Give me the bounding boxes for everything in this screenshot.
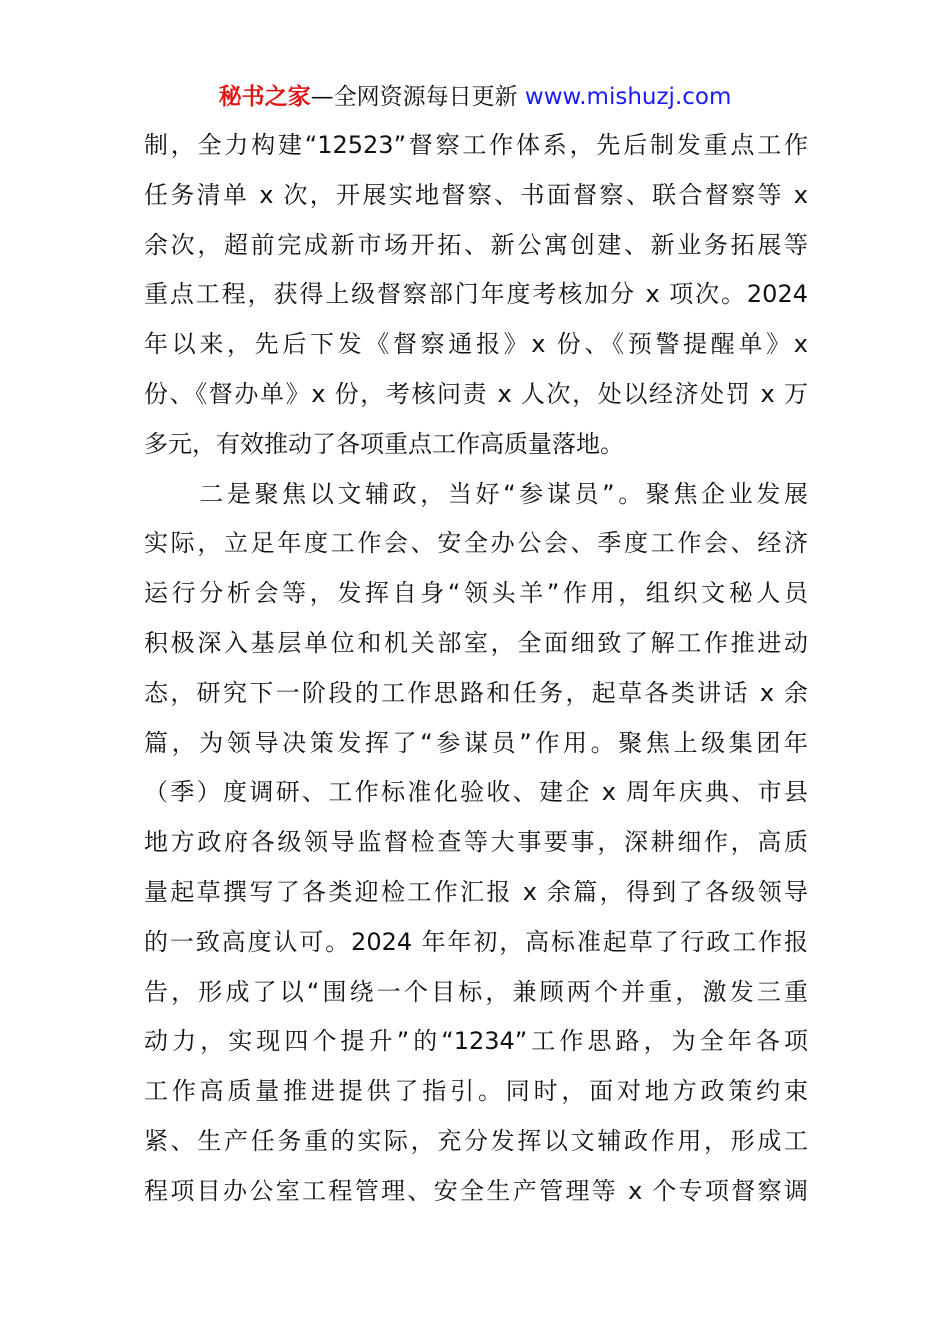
text-line: 任务清单 x 次，开展实地督察、书面督察、联合督察等 x	[144, 180, 808, 209]
text-line: 程项目办公室工程管理、安全生产管理等 x 个专项督察调	[144, 1176, 808, 1205]
text-line: 实际，立足年度工作会、安全办公会、季度工作会、经济	[144, 529, 808, 558]
header-brand: 秘书之家	[218, 84, 311, 110]
text-line: 积极深入基层单位和机关部室，全面细致了解工作推进动	[144, 628, 808, 657]
text-line: 工作高质量推进提供了指引。同时，面对地方政策约束	[144, 1077, 808, 1106]
page-header	[0, 80, 950, 114]
text-line: 地方政府各级领导监督检查等大事要事，深耕细作，高质	[144, 828, 808, 857]
text-line: 重点工程，获得上级督察部门年度考核加分 x 项次。2024	[144, 280, 808, 309]
text-line: 多元，有效推动了各项重点工作高质量落地。	[144, 429, 624, 458]
text-line: 紧、生产任务重的实际，充分发挥以文辅政作用，形成工	[144, 1126, 808, 1155]
text-line: 量起草撰写了各类迎检工作汇报 x 余篇，得到了各级领导	[144, 877, 808, 906]
document-body	[144, 121, 808, 1217]
text-line: 运行分析会等，发挥自身“领头羊”作用，组织文秘人员	[144, 579, 808, 608]
text-line: 制，全力构建“12523”督察工作体系，先后制发重点工作	[144, 131, 808, 159]
text-line: 动力，实现四个提升”的“1234”工作思路，为全年各项	[144, 1027, 808, 1056]
text-line: （季）度调研、工作标准化验收、建企 x 周年庆典、市县	[144, 778, 808, 807]
text-line: 告，形成了以“围绕一个目标，兼顾两个并重，激发三重	[144, 977, 808, 1006]
text-line: 二是聚焦以文辅政，当好“参谋员”。聚焦企业发展	[144, 479, 808, 508]
text-line: 年以来，先后下发《督察通报》x 份、《预警提醒单》x	[144, 330, 808, 359]
text-line: 余次，超前完成新市场开拓、新公寓创建、新业务拓展等	[144, 230, 808, 259]
text-line: 篇，为领导决策发挥了“参谋员”作用。聚焦上级集团年	[144, 728, 808, 757]
text-line: 的一致高度认可。2024 年年初，高标准起草了行政工作报	[144, 927, 808, 956]
text-line: 态，研究下一阶段的工作思路和任务，起草各类讲话 x 余	[144, 678, 808, 707]
header-tagline: —全网资源每日更新	[310, 84, 525, 110]
text-line: 份、《督办单》x 份，考核问责 x 人次，处以经济处罚 x 万	[144, 379, 808, 408]
header-url-link[interactable]: www.mishuzj.com	[524, 84, 732, 110]
